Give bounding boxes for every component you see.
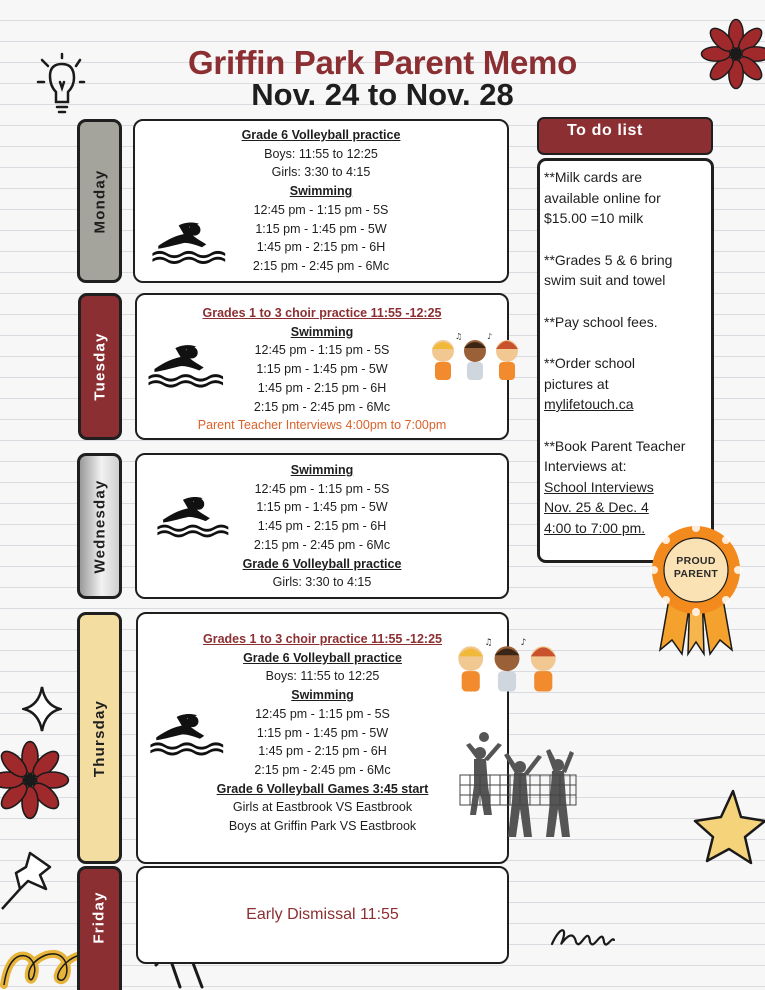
todo-interviews-line-1: **Book Parent Teacher xyxy=(544,437,686,454)
volleyball-players-image xyxy=(458,725,578,845)
day-tab-monday xyxy=(77,119,122,283)
scribble-icon xyxy=(548,922,618,952)
swimmer-icon xyxy=(149,704,229,759)
monday-swim-row-3: 1:45 pm - 2:15 pm - 6H xyxy=(256,240,386,255)
todo-list xyxy=(537,158,714,563)
monday-boys-time: Boys: 11:55 to 12:25 xyxy=(264,146,378,161)
tuesday-swim-row-4: 2:15 pm - 2:45 pm - 6Mc xyxy=(253,399,391,414)
monday-girls-time: Girls: 3:30 to 4:15 xyxy=(271,165,371,180)
thursday-swim-row-2: 1:15 pm - 1:45 pm - 5W xyxy=(256,725,389,740)
wednesday-swimming-heading: Swimming xyxy=(290,463,354,477)
thursday-swim-row-1: 12:45 pm - 1:15 pm - 5S xyxy=(255,706,390,721)
todo-item-fees: **Pay school fees. xyxy=(544,313,658,330)
day-label-wednesday: Wednesday xyxy=(91,479,109,573)
friday-dismissal: Early Dismissal 11:55 xyxy=(246,905,399,923)
wednesday-swim-row-1: 12:45 pm - 1:15 pm - 5S xyxy=(254,481,390,496)
thursday-games-boys: Boys at Griffin Park VS Eastbrook xyxy=(228,819,417,834)
memo-dates: Nov. 24 to Nov. 28 xyxy=(251,77,514,112)
wednesday-swim-row-4: 2:15 pm - 2:45 pm - 6Mc xyxy=(253,537,391,552)
monday-volleyball-heading: Grade 6 Volleyball practice xyxy=(241,128,401,142)
badge-line-2: PARENT xyxy=(673,568,719,580)
thursday-swimming-heading: Swimming xyxy=(291,688,354,703)
todo-item-pictures xyxy=(544,353,707,415)
day-box-monday xyxy=(133,119,509,283)
thursday-volleyball-heading: Grade 6 Volleyball practice xyxy=(243,650,402,665)
thursday-choir-heading: Grades 1 to 3 choir practice 11:55 -12:25 xyxy=(202,632,442,646)
day-tab-thursday xyxy=(77,612,122,864)
tuesday-interviews: Parent Teacher Interviews 4:00pm to 7:00pm xyxy=(197,418,447,433)
monday-swim-row-2: 1:15 pm - 1:45 pm - 5W xyxy=(255,221,387,236)
tuesday-choir-heading: Grades 1 to 3 choir practice 11:55 -12:25 xyxy=(202,306,442,320)
swimmer-icon xyxy=(151,214,231,266)
tuesday-swim-row-1: 12:45 pm - 1:15 pm - 5S xyxy=(254,343,390,358)
thursday-games-heading: Grade 6 Volleyball Games 3:45 start xyxy=(216,781,429,796)
proud-parent-badge xyxy=(648,522,744,657)
badge-line-1: PROUD xyxy=(676,555,716,567)
thursday-games-girls: Girls at Eastbrook VS Eastbrook xyxy=(232,800,413,815)
ribbon-icon xyxy=(648,522,744,657)
wednesday-girls-time: Girls: 3:30 to 4:15 xyxy=(272,575,372,590)
wednesday-volleyball-heading: Grade 6 Volleyball practice xyxy=(242,556,402,571)
day-label-thursday: Thursday xyxy=(91,699,108,777)
swimmer-icon xyxy=(147,335,229,391)
singing-kids-image xyxy=(425,330,525,392)
todo-item-milk xyxy=(544,167,707,229)
todo-swim-line-2: swim suit and towel xyxy=(544,272,666,288)
sparkle-icon xyxy=(22,685,62,733)
singing-kids-image xyxy=(447,636,567,704)
day-tab-friday xyxy=(77,866,122,990)
school-interviews-dates-link[interactable]: Nov. 25 & Dec. 4 xyxy=(544,499,649,515)
pushpin-icon xyxy=(0,845,60,915)
swimmer-icon xyxy=(156,488,234,540)
day-tab-wednesday xyxy=(77,453,122,599)
wednesday-swim-row-3: 1:45 pm - 2:15 pm - 6H xyxy=(257,519,387,534)
todo-milk-line-2: available online for xyxy=(544,189,661,206)
monday-swim-row-1: 12:45 pm - 1:15 pm - 5S xyxy=(253,202,389,217)
day-label-monday: Monday xyxy=(91,169,108,233)
todo-milk-line-3: $15.00 =10 milk xyxy=(544,210,644,226)
todo-milk-line-1: **Milk cards are xyxy=(544,169,643,185)
wednesday-swim-row-2: 1:15 pm - 1:45 pm - 5W xyxy=(256,500,388,515)
todo-pictures-line-2: pictures at xyxy=(544,375,609,392)
monday-swimming-heading: Swimming xyxy=(289,184,353,199)
monday-swim-row-4: 2:15 pm - 2:45 pm - 6Mc xyxy=(252,258,390,273)
thursday-boys-time: Boys: 11:55 to 12:25 xyxy=(265,669,380,684)
day-box-wednesday xyxy=(135,453,509,599)
tuesday-swimming-heading: Swimming xyxy=(290,324,354,339)
todo-pictures-line-1: **Order school xyxy=(544,355,636,371)
todo-swim-line-1: **Grades 5 & 6 bring xyxy=(544,251,673,268)
thursday-swim-row-4: 2:15 pm - 2:45 pm - 6Mc xyxy=(254,762,391,777)
school-interviews-times-link[interactable]: 4:00 to 7:00 pm. xyxy=(544,519,646,536)
star-icon xyxy=(693,787,765,867)
tuesday-swim-row-3: 1:45 pm - 2:15 pm - 6H xyxy=(257,380,387,395)
day-label-tuesday: Tuesday xyxy=(91,332,109,401)
day-tab-tuesday xyxy=(78,293,122,440)
mylifetouch-link[interactable]: mylifetouch.ca xyxy=(544,396,634,412)
flower-left xyxy=(0,740,70,820)
todo-title: To do list xyxy=(537,117,713,155)
memo-title: Griffin Park Parent Memo xyxy=(188,44,577,81)
school-interviews-link[interactable]: School Interviews xyxy=(544,478,654,495)
thursday-swim-row-3: 1:45 pm - 2:15 pm - 6H xyxy=(258,744,387,759)
todo-interviews-line-2: Interviews at: xyxy=(544,458,627,474)
day-label-friday: Friday xyxy=(91,891,108,944)
tuesday-swim-row-2: 1:15 pm - 1:45 pm - 5W xyxy=(256,362,388,377)
todo-item-swim xyxy=(544,250,707,291)
day-box-friday xyxy=(136,866,509,964)
